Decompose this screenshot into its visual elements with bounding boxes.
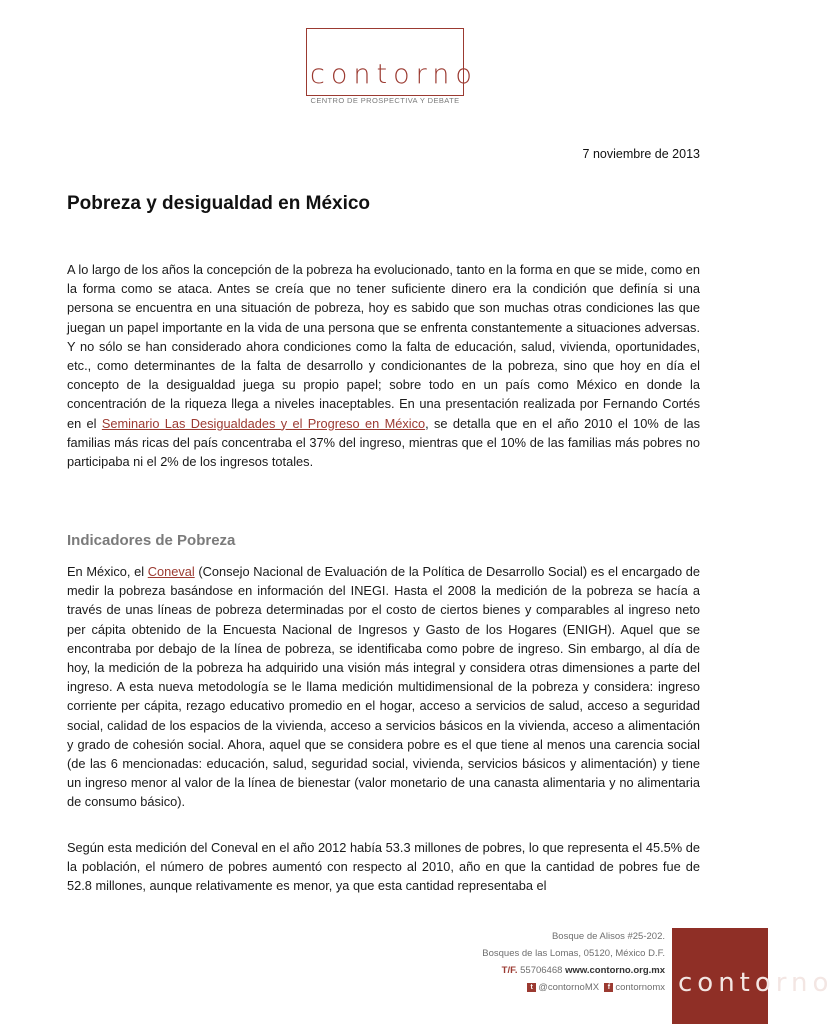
footer-address-line1: Bosque de Alisos #25-202. xyxy=(551,931,665,942)
document-title: Pobreza y desigualdad en México xyxy=(67,193,371,214)
footer-social-line xyxy=(527,981,665,994)
intro-text-a: A lo largo de los años la concepción de la pobreza ha evolucionado, tanto en la forma en que se mide, como en la forma como se ataca. Antes se creía que no tener suficiente dinero era la condición que definía si una persona se encuentra en una situación de pobreza, hoy es sabido que son muchas otras condiciones las que juegan un papel importante en la vida de una persona que se enfrenta constantemente a situaciones adversas. Y no sólo se han considerado ahora condiciones como la falta de educación, salud, vivienda, oportunidades, etc., como determinantes de la falta de desarrollo y condicionantes de la pobreza, sino que hoy en día el concepto de la desigualdad juega su propio papel; sobre todo en un país como México en donde la concentración de la riqueza llega a niveles inaceptables. En una presentación realizada por Fernando Cortés en el xyxy=(67,262,700,431)
indicadores-text-a: En México, el xyxy=(67,564,148,579)
footer-logo-block xyxy=(672,928,833,1024)
indicadores-paragraph xyxy=(67,562,700,812)
twitter-icon: t xyxy=(527,983,536,992)
intro-text-b: , se detalla que en el año 2010 el 10% de las familias más ricas del país concentraba el 37% del ingreso, mientras que el 10% de las familias más pobres no participaba ni el 2% de los ingresos totales. xyxy=(67,415,701,470)
logo-wordmark: contorno xyxy=(310,59,478,90)
footer-address-line2: Bosques de las Lomas, 05120, México D.F. xyxy=(482,948,665,959)
footer-contact-line xyxy=(502,964,665,977)
facebook-handle[interactable]: contornomx xyxy=(615,982,665,993)
seminario-link[interactable]: Seminario Las Desigualdades y el Progreso en México xyxy=(101,415,426,431)
intro-paragraph xyxy=(67,260,700,471)
section-heading: Indicadores de Pobreza xyxy=(67,532,236,549)
phone-number: 55706468 xyxy=(520,965,563,976)
coneval-results-paragraph: Según esta medición del Coneval en el año 2012 había 53.3 millones de pobres, lo que representa el 45.5% de la población, el número de pobres aumentó con respecto al 2010, año en que la cantidad de pobres fue de 52.8 millones, aunque relativamente es menor, ya que esta cantidad representaba el xyxy=(67,840,700,894)
coneval-link[interactable]: Coneval xyxy=(147,564,195,579)
website-link[interactable]: www.contorno.org.mx xyxy=(565,965,665,976)
twitter-handle[interactable]: @contornoMX xyxy=(538,982,600,993)
footer-logo-wordmark: contorno xyxy=(678,968,833,998)
facebook-icon: f xyxy=(604,983,613,992)
phone-label: T/F. xyxy=(501,965,518,976)
indicadores-text-b: (Consejo Nacional de Evaluación de la Política de Desarrollo Social) es el encargado de medir la pobreza basándose en información del INEGI. Hasta el 2008 la medición de la pobreza se hacía a través de unas líneas de pobreza determinadas por el costo de ciertos bienes y comparables al ingreso neto per cápita obtenido de la Encuesta Nacional de Ingresos y Gasto de los Hogares (ENIGH). Aquel que se encontraba por debajo de la línea de pobreza, se identificaba como pobre de ingreso. Sin embargo, al día de hoy, la medición de la pobreza ha adquirido una visión más integral y considera otras dimensiones a parte del ingreso. A esta nueva metodología se le llama medición multidimensional de la pobreza y considera: ingreso corriente per cápita, rezago educativo promedio en el hogar, acceso a servicios de salud, acceso a seguridad social, calidad de los espacios de la vivienda, acceso a servicios básicos en la vivienda, acceso a alimentación y grado de cohesión social. Ahora, aquel que se considera pobre es el que tiene al menos una carencia social (de las 6 mencionadas: educación, salud, seguridad social, vivienda, servicios básicos y alimentación) y tiene un ingreso menor al valor de la línea de bienestar (valor monetario de una canasta alimentaria y no alimentaria de consumo básico). xyxy=(67,564,700,810)
document-date: 7 noviembre de 2013 xyxy=(582,147,700,161)
logo-tagline: CENTRO DE PROSPECTIVA Y DEBATE xyxy=(310,96,460,105)
